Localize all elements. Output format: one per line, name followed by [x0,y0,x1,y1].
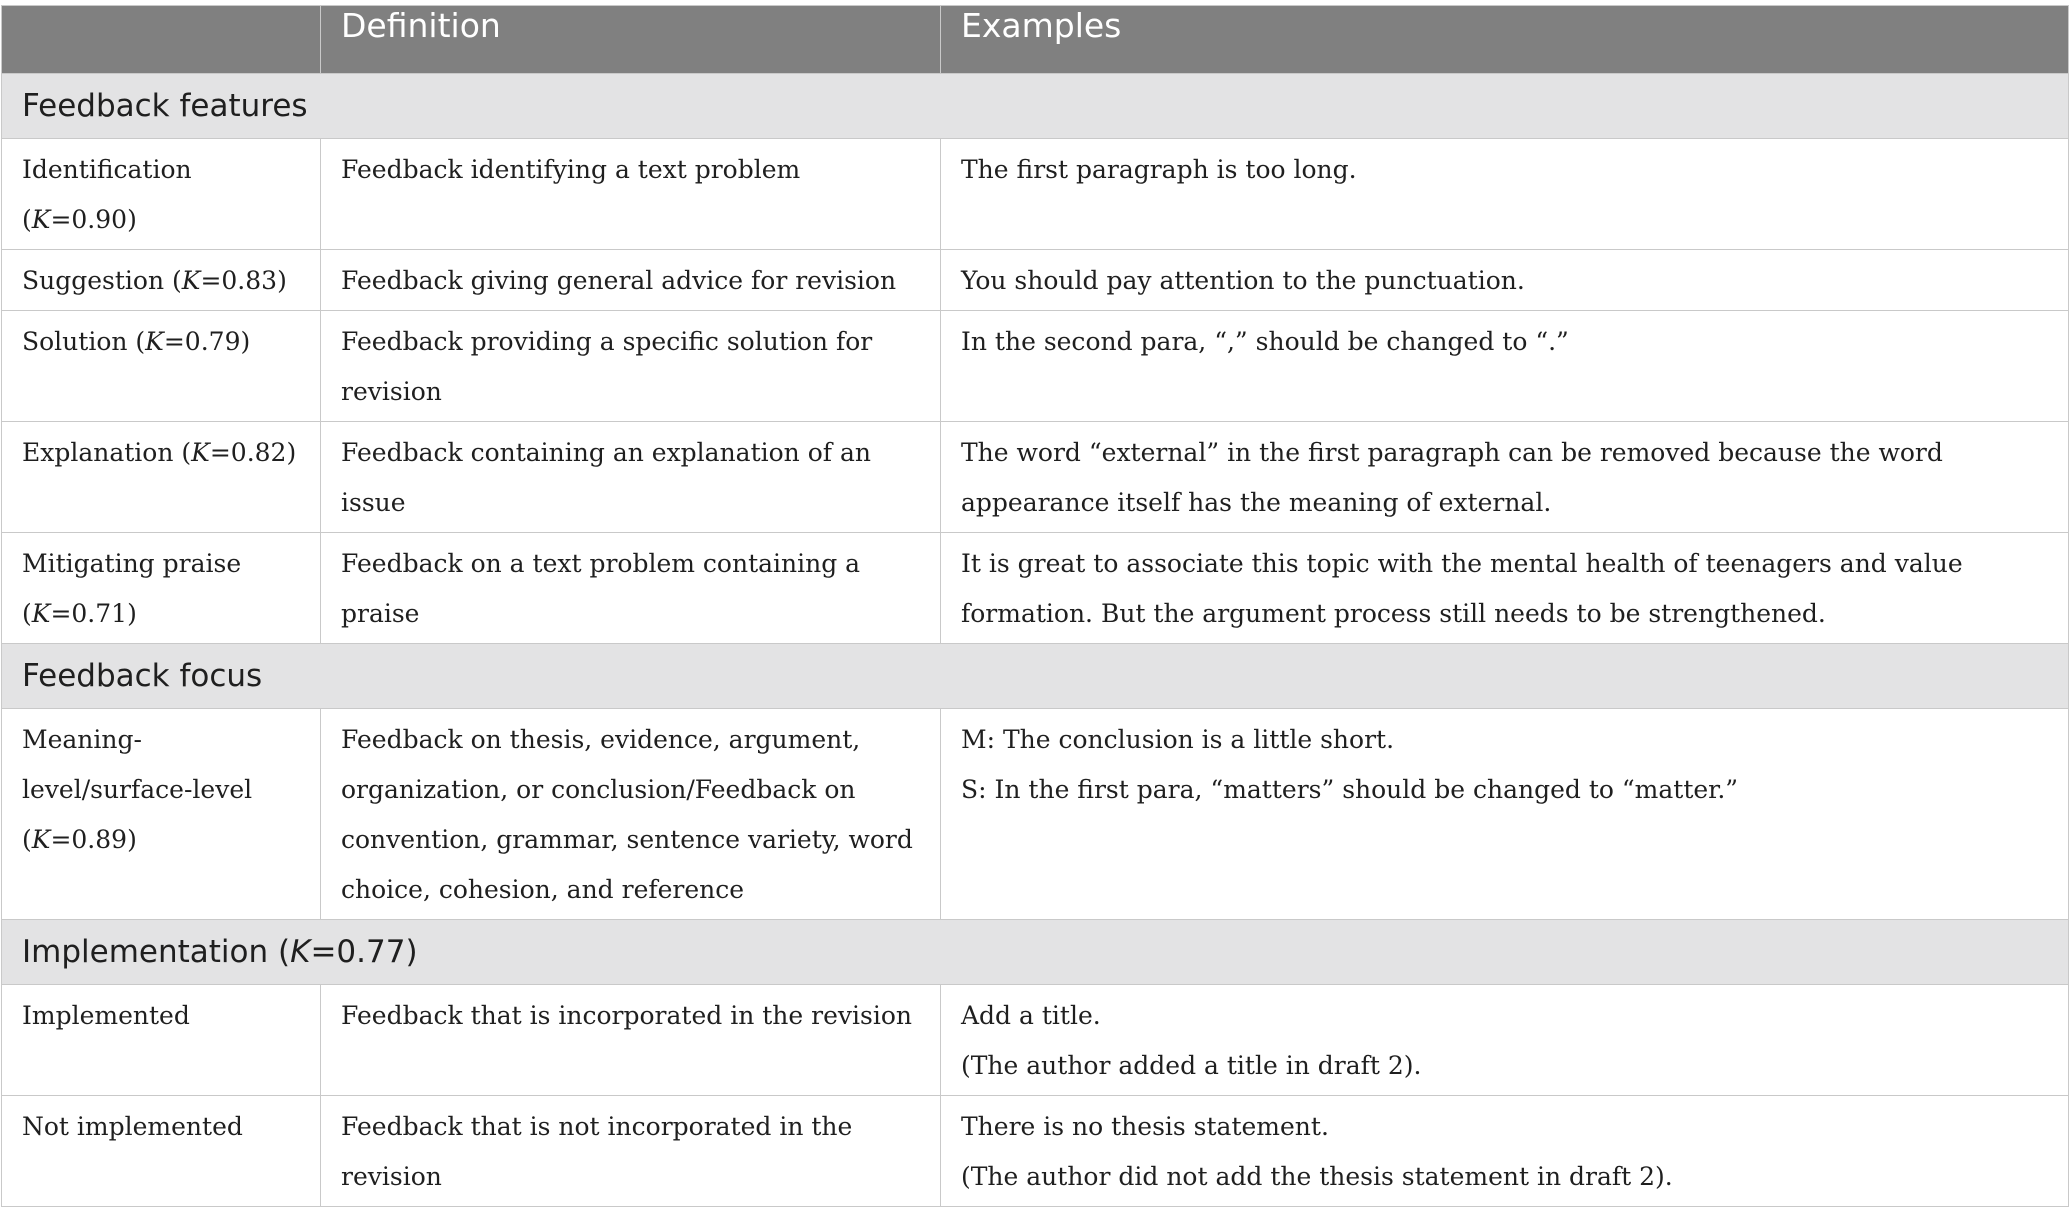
kappa-symbol: K [31,599,51,628]
definition-cell: Feedback that is incorporated in the revision [321,985,941,1096]
category-cell: Identification (K=0.90) [2,139,321,250]
example-cell: It is great to associate this topic with the mental health of teenagers and value formation. But the argument process still needs to be strengthened. [941,533,2069,644]
table-row [2,709,2069,920]
definition-cell: Feedback that is not incorporated in the revision [321,1096,941,1207]
section-title: Implementation (K=0.77) [2,920,2069,985]
example-line: There is no thesis statement. [961,1112,1329,1141]
category-cell: Suggestion (K=0.83) [2,250,321,311]
table-row [2,311,2069,422]
header-definition: Definition [321,6,941,74]
definition-cell: Feedback providing a specific solution for revision [321,311,941,422]
example-cell: You should pay attention to the punctuation. [941,250,2069,311]
example-cell: The word “external” in the first paragraph can be removed because the word appearance itself has the meaning of external. [941,422,2069,533]
table-row [2,985,2069,1096]
example-cell: In the second para, “,” should be changed to “.” [941,311,2069,422]
table-row [2,533,2069,644]
example-line: (The author added a title in draft 2). [961,1051,1422,1080]
section-row-implementation [2,920,2069,985]
section-title: Feedback features [2,74,2069,139]
category-cell: Mitigating praise (K=0.71) [2,533,321,644]
kappa-symbol: K [31,825,51,854]
coding-scheme-table [1,5,2069,1207]
header-examples: Examples [941,6,2069,74]
example-cell: The first paragraph is too long. [941,139,2069,250]
table-row [2,1096,2069,1207]
example-line: Add a title. [961,1001,1101,1030]
definition-cell: Feedback containing an explanation of an issue [321,422,941,533]
table-row [2,139,2069,250]
header-category [2,6,321,74]
kappa-symbol: K [145,327,164,356]
section-row-feedback-focus [2,644,2069,709]
category-cell: Solution (K=0.79) [2,311,321,422]
table-row [2,422,2069,533]
definition-cell: Feedback identifying a text problem [321,139,941,250]
example-line: S: In the first para, “matters” should be changed to “matter.” [961,775,1739,804]
header-row [2,6,2069,74]
example-cell [941,709,2069,920]
kappa-symbol: K [191,438,210,467]
example-line: M: The conclusion is a little short. [961,725,1395,754]
kappa-symbol: K [290,934,311,970]
category-cell: Implemented [2,985,321,1096]
definition-cell: Feedback on a text problem containing a praise [321,533,941,644]
table-row [2,250,2069,311]
example-cell [941,1096,2069,1207]
kappa-symbol: K [181,266,201,295]
example-cell [941,985,2069,1096]
section-row-feedback-features [2,74,2069,139]
definition-cell: Feedback on thesis, evidence, argument, organization, or conclusion/Feedback on convention, grammar, sentence variety, word choice, cohesion, and reference [321,709,941,920]
definition-cell: Feedback giving general advice for revision [321,250,941,311]
example-line: (The author did not add the thesis statement in draft 2). [961,1162,1673,1191]
category-cell: Meaning-level/surface-level (K=0.89) [2,709,321,920]
kappa-symbol: K [31,205,51,234]
category-cell: Explanation (K=0.82) [2,422,321,533]
category-cell: Not implemented [2,1096,321,1207]
section-title: Feedback focus [2,644,2069,709]
